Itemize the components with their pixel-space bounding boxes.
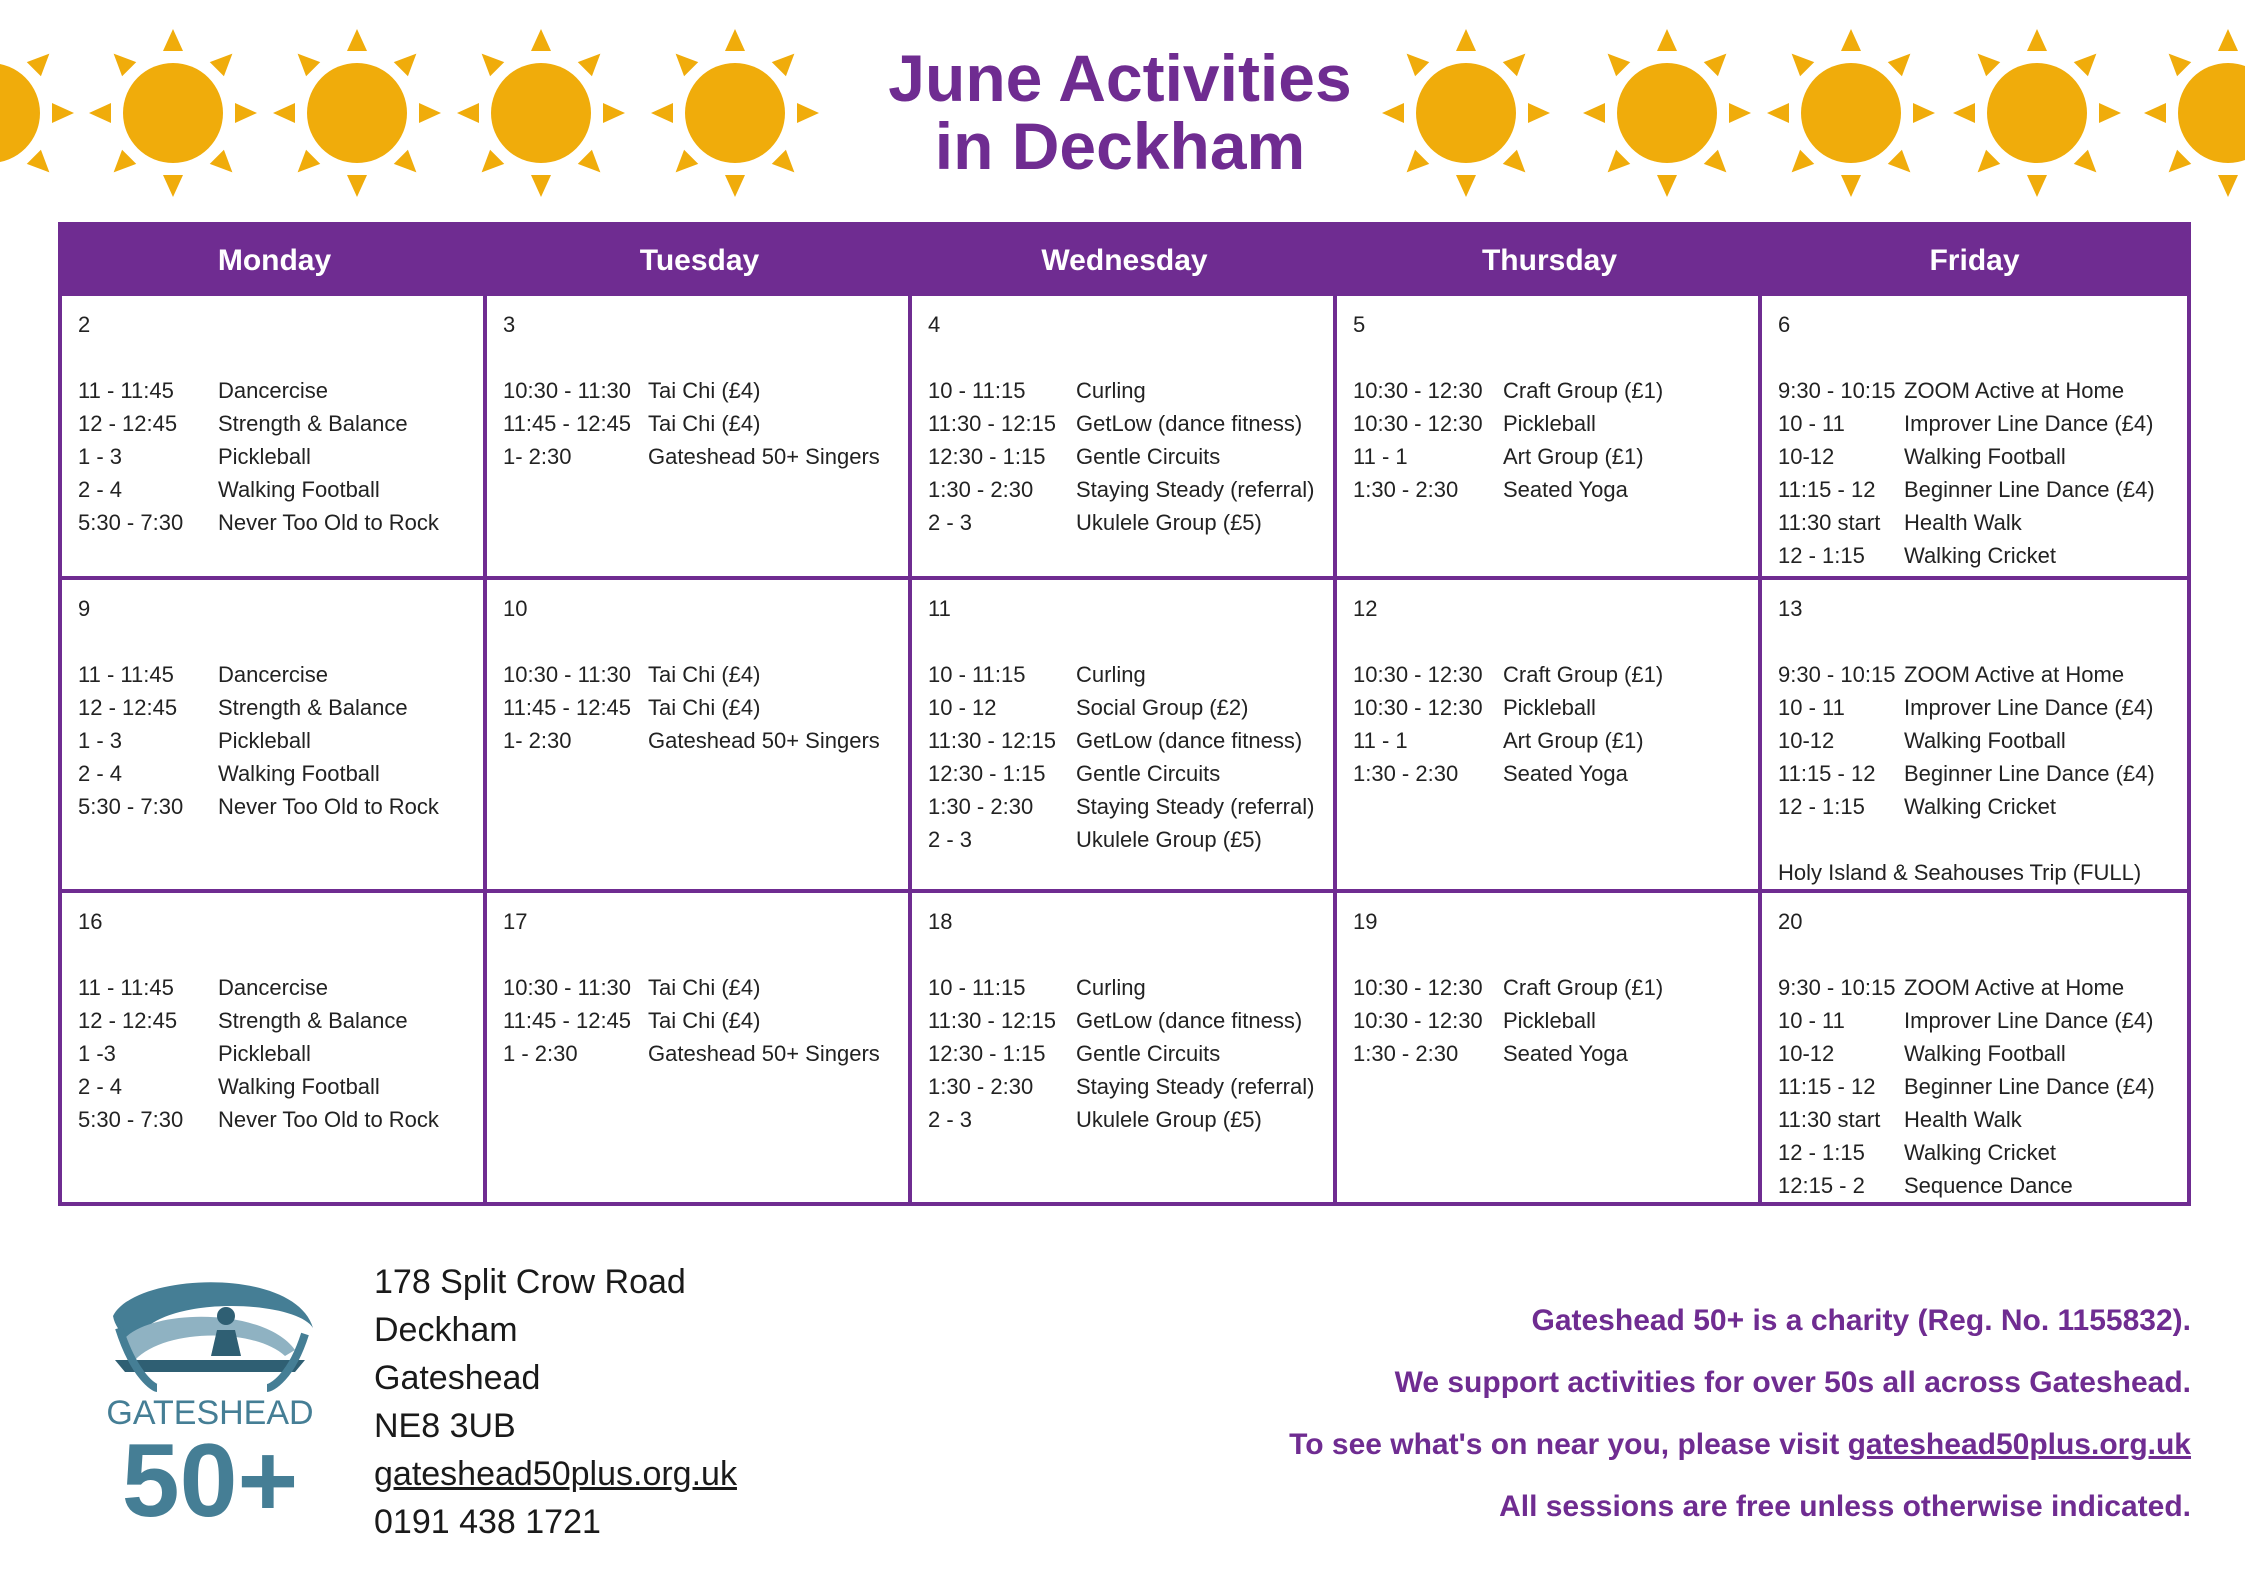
activity-name: Walking Football (218, 761, 380, 786)
activity-time: 10:30 - 12:30 (1353, 378, 1483, 403)
activity-time: 2 - 4 (78, 761, 123, 786)
activity-time: 2 - 4 (78, 1074, 123, 1099)
activity-name: Social Group (£2) (1076, 695, 1249, 720)
activity-row (503, 691, 894, 724)
day-cell (487, 296, 912, 580)
activity-row (1778, 1103, 2173, 1136)
activity-time: 10 - 11:15 (928, 662, 1026, 687)
activity-name: Gateshead 50+ Singers (648, 728, 880, 753)
activity-name: Tai Chi (£4) (648, 975, 761, 1000)
activity-row (78, 506, 469, 539)
activity-name: Pickleball (218, 1041, 311, 1066)
sun-icon (0, 29, 74, 197)
activity-name: Pickleball (1503, 695, 1596, 720)
activity-time: 1 -3 (78, 1041, 116, 1066)
activity-time: 1:30 - 2:30 (928, 477, 1034, 502)
activity-time: 10 - 11 (1778, 1008, 1845, 1033)
activity-row (503, 1004, 894, 1037)
activity-name: Craft Group (£1) (1503, 378, 1664, 403)
activity-time: 1- 2:30 (503, 728, 572, 753)
activity-row (1778, 374, 2173, 407)
activity-row (1353, 374, 1744, 407)
activity-row (1778, 473, 2173, 506)
activity-time: 1:30 - 2:30 (1353, 761, 1459, 786)
activity-name: Walking Football (218, 1074, 380, 1099)
activity-time: 11:15 - 12 (1778, 477, 1876, 502)
sun-icon (1583, 29, 1751, 197)
activity-name: Gateshead 50+ Singers (648, 444, 880, 469)
activity-name: Improver Line Dance (£4) (1904, 1008, 2154, 1033)
activity-time: 11:30 start (1778, 1107, 1881, 1132)
activity-time: 11 - 1 (1353, 728, 1408, 753)
activity-name: Strength & Balance (218, 1008, 408, 1033)
weekday-tuesday: Tuesday (639, 244, 760, 277)
activity-name: Walking Football (1904, 1041, 2066, 1066)
activity-row (1778, 1169, 2173, 1202)
activity-time: 10-12 (1778, 1041, 1835, 1066)
activity-row (1778, 1037, 2173, 1070)
day-date: 10 (503, 596, 528, 621)
activity-time: 11:30 - 12:15 (928, 1008, 1057, 1033)
activity-row (1353, 724, 1744, 757)
activity-name: Ukulele Group (£5) (1076, 1107, 1262, 1132)
activity-row (1778, 971, 2173, 1004)
activity-time: 2 - 3 (928, 510, 973, 535)
day-cell (487, 893, 912, 1202)
activity-row (1353, 691, 1744, 724)
logo-number: 50+ (121, 1423, 299, 1528)
activity-time: 12:30 - 1:15 (928, 761, 1046, 786)
day-date: 4 (928, 312, 941, 337)
activity-name: Seated Yoga (1503, 477, 1628, 502)
activity-row (78, 407, 469, 440)
activity-name: Curling (1076, 662, 1146, 687)
day-cell (1762, 296, 2187, 580)
activity-row (1353, 1004, 1744, 1037)
sun-icon (89, 29, 257, 197)
activity-row (78, 971, 469, 1004)
activity-time: 11 - 1 (1353, 444, 1408, 469)
activity-name: Never Too Old to Rock (218, 1107, 439, 1132)
charity-line-4: All sessions are free unless otherwise indicated. (1499, 1490, 2191, 1523)
activity-name: Sequence Dance (1904, 1173, 2073, 1198)
activity-name: Tai Chi (£4) (648, 662, 761, 687)
day-date: 20 (1778, 909, 1803, 934)
activity-name: Dancercise (218, 975, 329, 1000)
activity-time: 9:30 - 10:15 (1778, 662, 1896, 687)
activity-row (928, 374, 1319, 407)
day-date: 5 (1353, 312, 1366, 337)
activity-time: 5:30 - 7:30 (78, 794, 184, 819)
activity-row (78, 724, 469, 757)
activity-row (503, 971, 894, 1004)
activity-time: 10 - 11 (1778, 411, 1845, 436)
weekday-header-row (62, 226, 2187, 296)
activity-time: 10:30 - 11:30 (503, 378, 632, 403)
activity-name: Walking Cricket (1904, 543, 2056, 568)
activity-name: Walking Football (218, 477, 380, 502)
day-date: 16 (78, 909, 103, 934)
activity-name: Tai Chi (£4) (648, 378, 761, 403)
activity-name: Pickleball (1503, 1008, 1596, 1033)
activity-name: Improver Line Dance (£4) (1904, 411, 2154, 436)
activity-time: 12 - 1:15 (1778, 1140, 1865, 1165)
title-line-2: in Deckham (934, 109, 1306, 183)
page-title (740, 41, 1500, 183)
address-town: Gateshead (374, 1359, 541, 1397)
day-cell (62, 580, 487, 893)
sun-icon (273, 29, 441, 197)
activity-row (78, 757, 469, 790)
day-cell (1762, 893, 2187, 1202)
activity-name: GetLow (dance fitness) (1076, 1008, 1303, 1033)
phone-number: 0191 438 1721 (374, 1503, 601, 1541)
activity-time: 11:30 - 12:15 (928, 411, 1057, 436)
activity-time: 5:30 - 7:30 (78, 1107, 184, 1132)
activity-time: 10:30 - 11:30 (503, 975, 632, 1000)
activity-time: 10 - 11:15 (928, 378, 1026, 403)
activity-row (928, 473, 1319, 506)
activity-time: 10 - 11 (1778, 695, 1845, 720)
activity-time: 1 - 2:30 (503, 1041, 578, 1066)
address-postcode: NE8 3UB (374, 1407, 516, 1445)
activity-time: 1:30 - 2:30 (1353, 1041, 1459, 1066)
activity-row (928, 724, 1319, 757)
activity-row (78, 658, 469, 691)
activity-name: Curling (1076, 975, 1146, 1000)
sun-icon (457, 29, 625, 197)
activity-name: Craft Group (£1) (1503, 975, 1664, 1000)
charity-website-link[interactable]: gateshead50plus.org.uk (1847, 1428, 2191, 1461)
activity-time: 9:30 - 10:15 (1778, 975, 1896, 1000)
activity-time: 10:30 - 12:30 (1353, 695, 1483, 720)
activity-time: 10 - 12 (928, 695, 997, 720)
activity-time: 11:30 start (1778, 510, 1881, 535)
activity-name: GetLow (dance fitness) (1076, 411, 1303, 436)
activity-time: 11 - 11:45 (78, 378, 174, 403)
activity-time: 2 - 3 (928, 1107, 973, 1132)
activity-time: 11:45 - 12:45 (503, 1008, 632, 1033)
activity-time: 12 - 1:15 (1778, 543, 1865, 568)
activity-time: 11:45 - 12:45 (503, 411, 632, 436)
activity-name: ZOOM Active at Home (1904, 662, 2125, 687)
activity-name: Seated Yoga (1503, 1041, 1628, 1066)
activity-name: Pickleball (218, 728, 311, 753)
activity-row (1353, 440, 1744, 473)
activity-row (1778, 790, 2173, 823)
activity-time: 10:30 - 12:30 (1353, 411, 1483, 436)
activity-row (1778, 691, 2173, 724)
activity-time: 10 - 11:15 (928, 975, 1026, 1000)
activity-name: Tai Chi (£4) (648, 695, 761, 720)
activity-row (78, 1037, 469, 1070)
activity-row (503, 658, 894, 691)
activity-row (503, 724, 894, 757)
activity-name: Walking Cricket (1904, 1140, 2056, 1165)
activity-time: 11:15 - 12 (1778, 761, 1876, 786)
weekday-thursday: Thursday (1481, 244, 1618, 277)
trip-note: Holy Island & Seahouses Trip (FULL) (1778, 860, 2142, 885)
activity-time: 10-12 (1778, 728, 1835, 753)
activity-name: Gentle Circuits (1076, 1041, 1221, 1066)
activity-row (928, 971, 1319, 1004)
activity-name: Dancercise (218, 662, 329, 687)
activity-name: GetLow (dance fitness) (1076, 728, 1303, 753)
activity-row (928, 1070, 1319, 1103)
activity-name: Pickleball (218, 444, 311, 469)
activity-time: 11 - 11:45 (78, 662, 174, 687)
activity-name: Gentle Circuits (1076, 444, 1221, 469)
activity-row (78, 1004, 469, 1037)
activity-name: Art Group (£1) (1503, 728, 1644, 753)
activity-row (1778, 1070, 2173, 1103)
activity-row (1778, 724, 2173, 757)
activity-row (78, 473, 469, 506)
activity-row (1778, 539, 2173, 572)
activity-name: Pickleball (1503, 411, 1596, 436)
activity-name: Ukulele Group (£5) (1076, 510, 1262, 535)
activity-row (78, 790, 469, 823)
calendar-grid (62, 296, 2187, 1202)
activity-time: 1- 2:30 (503, 444, 572, 469)
activity-row (928, 1103, 1319, 1136)
activity-name: Strength & Balance (218, 695, 408, 720)
activity-row (1353, 1037, 1744, 1070)
address-area: Deckham (374, 1311, 518, 1349)
address-street: 178 Split Crow Road (374, 1263, 686, 1301)
day-cell (912, 893, 1337, 1202)
activity-row (78, 1070, 469, 1103)
activity-name: Tai Chi (£4) (648, 411, 761, 436)
activity-time: 10:30 - 11:30 (503, 662, 632, 687)
activity-name: Dancercise (218, 378, 329, 403)
activity-time: 10:30 - 12:30 (1353, 1008, 1483, 1033)
day-cell (1762, 580, 2187, 893)
activity-row (78, 440, 469, 473)
charity-info (1289, 1290, 2191, 1538)
activity-row (928, 1037, 1319, 1070)
activity-name: Improver Line Dance (£4) (1904, 695, 2154, 720)
activity-name: Health Walk (1904, 510, 2022, 535)
activity-time: 10:30 - 12:30 (1353, 662, 1483, 687)
activity-name: Tai Chi (£4) (648, 1008, 761, 1033)
day-date: 19 (1353, 909, 1378, 934)
day-date: 11 (928, 596, 951, 621)
activity-row (1778, 658, 2173, 691)
sun-icon (2144, 29, 2245, 197)
activity-time: 12:30 - 1:15 (928, 444, 1046, 469)
activity-row (928, 658, 1319, 691)
day-date: 9 (78, 596, 91, 621)
activity-row (503, 407, 894, 440)
activity-name: Beginner Line Dance (£4) (1904, 477, 2155, 502)
activity-row (928, 407, 1319, 440)
activity-row (1778, 1136, 2173, 1169)
activity-name: Walking Football (1904, 444, 2066, 469)
activity-row (1353, 971, 1744, 1004)
day-date: 3 (503, 312, 516, 337)
address-block (374, 1258, 737, 1546)
activity-time: 2 - 3 (928, 827, 973, 852)
day-cell (1337, 296, 1762, 580)
activity-name: ZOOM Active at Home (1904, 378, 2125, 403)
activity-row (503, 1037, 894, 1070)
day-cell (1337, 893, 1762, 1202)
activity-time: 12 - 12:45 (78, 411, 178, 436)
activity-row (928, 691, 1319, 724)
day-cell (1337, 580, 1762, 893)
activity-name: Staying Steady (referral) (1076, 1074, 1315, 1099)
activity-row (503, 440, 894, 473)
weekday-monday: Monday (217, 244, 332, 277)
title-line-1: June Activities (888, 41, 1352, 115)
gateshead-50-plus-logo (95, 1268, 325, 1528)
activity-row (928, 757, 1319, 790)
weekday-wednesday: Wednesday (1041, 244, 1208, 277)
activity-time: 1:30 - 2:30 (928, 794, 1034, 819)
activity-time: 11:30 - 12:15 (928, 728, 1057, 753)
day-date: 6 (1778, 312, 1791, 337)
activity-time: 12:30 - 1:15 (928, 1041, 1046, 1066)
activity-row (928, 506, 1319, 539)
day-date: 2 (78, 312, 91, 337)
activity-name: ZOOM Active at Home (1904, 975, 2125, 1000)
activity-time: 12:15 - 2 (1778, 1173, 1865, 1198)
activity-row (1778, 506, 2173, 539)
activity-name: Health Walk (1904, 1107, 2022, 1132)
activity-time: 1:30 - 2:30 (1353, 477, 1459, 502)
charity-line-2: We support activities for over 50s all across Gateshead. (1394, 1366, 2191, 1399)
activity-time: 12 - 12:45 (78, 695, 178, 720)
activity-name: Art Group (£1) (1503, 444, 1644, 469)
activity-name: Walking Cricket (1904, 794, 2056, 819)
activity-name: Curling (1076, 378, 1146, 403)
activity-name: Beginner Line Dance (£4) (1904, 1074, 2155, 1099)
activity-time: 2 - 4 (78, 477, 123, 502)
activity-row (78, 691, 469, 724)
activity-row (503, 374, 894, 407)
activity-time: 1:30 - 2:30 (928, 1074, 1034, 1099)
day-cell (62, 893, 487, 1202)
activity-time: 10-12 (1778, 444, 1835, 469)
activity-row (1353, 658, 1744, 691)
activity-time: 11 - 11:45 (78, 975, 174, 1000)
day-cell (62, 296, 487, 580)
activities-calendar (58, 222, 2191, 1206)
charity-line-3 (1289, 1414, 2191, 1476)
day-date: 18 (928, 909, 953, 934)
activity-time: 1 - 3 (78, 444, 123, 469)
activity-time: 12 - 1:15 (1778, 794, 1865, 819)
activity-time: 9:30 - 10:15 (1778, 378, 1896, 403)
logo-wordmark: GATESHEAD (106, 1394, 314, 1432)
day-cell (912, 296, 1337, 580)
activity-time: 12 - 12:45 (78, 1008, 178, 1033)
sun-icon (1953, 29, 2121, 197)
activity-row (1778, 757, 2173, 790)
sun-icon (1767, 29, 1935, 197)
activity-row (78, 374, 469, 407)
day-cell (487, 580, 912, 893)
activity-name: Ukulele Group (£5) (1076, 827, 1262, 852)
activity-name: Never Too Old to Rock (218, 794, 439, 819)
activity-row (928, 823, 1319, 856)
activity-name: Walking Football (1904, 728, 2066, 753)
activity-name: Craft Group (£1) (1503, 662, 1664, 687)
activity-time: 11:45 - 12:45 (503, 695, 632, 720)
activity-row (1778, 440, 2173, 473)
activity-name: Seated Yoga (1503, 761, 1628, 786)
activity-name: Staying Steady (referral) (1076, 794, 1315, 819)
charity-line-3-text: To see what's on near you, please visit (1289, 1428, 1848, 1461)
activity-name: Staying Steady (referral) (1076, 477, 1315, 502)
weekday-friday: Friday (1929, 244, 2020, 277)
activity-row (928, 1004, 1319, 1037)
activity-row (1778, 407, 2173, 440)
activity-name: Beginner Line Dance (£4) (1904, 761, 2155, 786)
activity-time: 10:30 - 12:30 (1353, 975, 1483, 1000)
website-link[interactable]: gateshead50plus.org.uk (374, 1455, 737, 1493)
charity-line-1: Gateshead 50+ is a charity (Reg. No. 1155832). (1531, 1304, 2191, 1337)
activity-row (1353, 407, 1744, 440)
activity-name: Gentle Circuits (1076, 761, 1221, 786)
day-cell (912, 580, 1337, 893)
activity-time: 11:15 - 12 (1778, 1074, 1876, 1099)
day-date: 17 (503, 909, 528, 934)
activity-time: 5:30 - 7:30 (78, 510, 184, 535)
activity-row (1778, 1004, 2173, 1037)
activity-time: 1 - 3 (78, 728, 123, 753)
day-date: 12 (1353, 596, 1378, 621)
activity-row (1353, 473, 1744, 506)
activity-name: Strength & Balance (218, 411, 408, 436)
activity-name: Gateshead 50+ Singers (648, 1041, 880, 1066)
activity-row (928, 790, 1319, 823)
activity-row (928, 440, 1319, 473)
activity-row (1353, 757, 1744, 790)
activity-name: Never Too Old to Rock (218, 510, 439, 535)
day-date: 13 (1778, 596, 1803, 621)
activity-row (78, 1103, 469, 1136)
